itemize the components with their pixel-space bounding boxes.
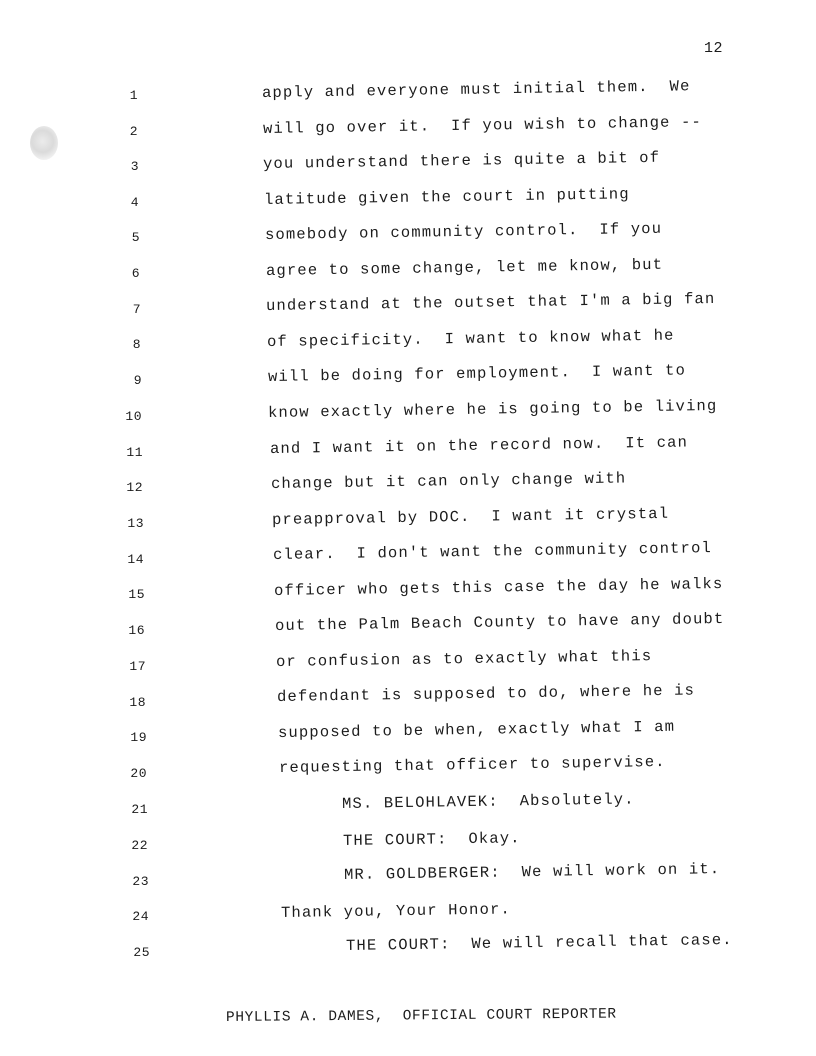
line-number: 24 — [132, 909, 149, 924]
transcript-line-text: officer who gets this case the day he walks — [273, 574, 724, 600]
line-number: 25 — [133, 945, 150, 960]
line-number: 22 — [131, 838, 148, 853]
transcript-line-text: Thank you, Your Honor. — [280, 900, 512, 922]
transcript-line-text: supposed to be when, exactly what I am — [277, 717, 676, 742]
line-number: 14 — [127, 552, 144, 567]
transcript-line-text: and I want it on the record now. It can — [269, 433, 689, 458]
transcript-line-text: clear. I don't want the community control — [272, 539, 713, 564]
transcript-line-text: understand at the outset that I'm a big fan — [265, 289, 716, 315]
line-number: 8 — [132, 337, 141, 352]
line-number: 7 — [132, 302, 141, 317]
line-number: 17 — [129, 659, 146, 674]
line-number: 18 — [129, 695, 146, 710]
transcript-line-text: MR. GOLDBERGER: We will work on it. — [343, 860, 721, 884]
transcript-line-text: THE COURT: We will recall that case. — [345, 930, 733, 955]
line-number: 4 — [130, 195, 139, 210]
transcript-line-text: or confusion as to exactly what this — [275, 647, 653, 671]
transcript-line-text: somebody on community control. If you — [264, 219, 663, 244]
transcript-line-text: will be doing for employment. I want to — [267, 361, 687, 386]
line-number: 11 — [126, 445, 143, 460]
line-number: 20 — [130, 766, 147, 781]
line-number: 21 — [131, 802, 148, 817]
line-number: 9 — [133, 373, 142, 388]
line-number: 6 — [131, 266, 140, 281]
transcript-line-text: defendant is supposed to do, where he is — [276, 681, 696, 706]
punch-hole-mark — [30, 126, 58, 160]
line-number: 3 — [130, 159, 139, 174]
transcript-line-text: latitude given the court in putting — [263, 185, 630, 209]
transcript-line-text: THE COURT: Okay. — [342, 829, 521, 850]
line-number: 19 — [130, 730, 147, 745]
transcript-line-text: MS. BELOHLAVEK: Absolutely. — [341, 790, 635, 813]
line-number: 5 — [131, 230, 140, 245]
line-number: 15 — [128, 587, 145, 602]
line-number: 13 — [127, 516, 144, 531]
line-number: 23 — [132, 874, 149, 889]
court-reporter-footer: PHYLLIS A. DAMES, OFFICIAL COURT REPORTER — [225, 1006, 617, 1026]
line-number: 1 — [129, 88, 138, 103]
transcript-line-text: preapproval by DOC. I want it crystal — [271, 504, 670, 529]
line-number: 12 — [126, 480, 143, 495]
transcript-line-text: will go over it. If you wish to change -- — [262, 113, 703, 138]
transcript-line-text: of specificity. I want to know what he — [266, 326, 675, 351]
transcript-line-text: requesting that officer to supervise. — [278, 752, 666, 777]
transcript-line-text: know exactly where he is going to be living — [267, 396, 718, 422]
line-number: 16 — [128, 623, 145, 638]
transcript-line-text: agree to some change, let me know, but — [265, 255, 664, 280]
transcript-line-text: out the Palm Beach County to have any doubt — [274, 609, 725, 635]
transcript-line-text: you understand there is quite a bit of — [262, 148, 661, 173]
line-number: 2 — [129, 124, 138, 139]
transcript-line-text: apply and everyone must initial them. We — [261, 77, 691, 102]
line-number: 10 — [125, 409, 142, 424]
page-number: 12 — [704, 40, 724, 57]
transcript-line-text: change but it can only change with — [270, 469, 627, 493]
